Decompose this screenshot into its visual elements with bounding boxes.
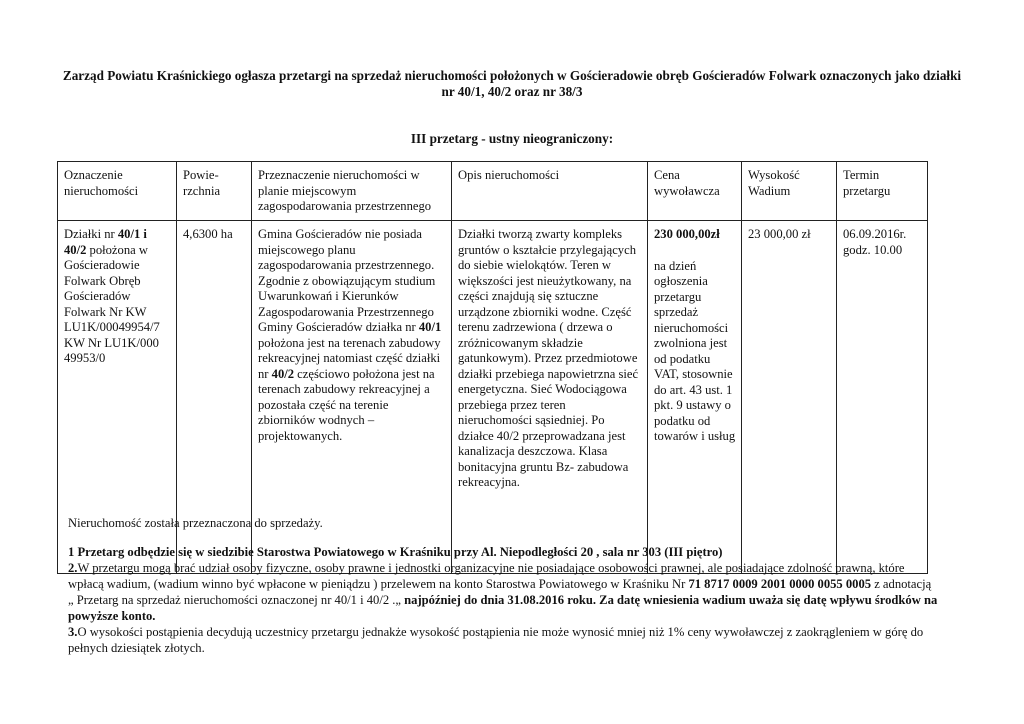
note-item-2-text: W przetargu mogą brać udział osoby fizyczne, osoby prawne i jednostki organizacyjne nie posiadające osobowości prawnej, ale posiadające zdolność prawną, które wpłacą wadium, (wadium winno być wpłacone w pieniądzu ) przelewem na konto Starostwa Powiatowego w Kraśniku Nr: [68, 561, 905, 591]
designation-prefix: Działki nr: [64, 227, 118, 241]
note-item-3: [68, 624, 938, 656]
notice-title: Zarząd Powiatu Kraśnickiego ogłasza przetargi na sprzedaż nieruchomości położonych w Gościeradowie obręb Gościeradów Folwark oznaczonych jako działki nr 40/1, 40/2 oraz nr 38/3: [62, 68, 962, 99]
notes-section: [68, 515, 938, 656]
price-value: 230 000,00zł: [654, 227, 720, 241]
note-item-3-text: O wysokości postąpienia decydują uczestnicy przetargu jednakże wysokość postąpienia nie może wynosić mniej niż 1% ceny wywoławczej z zaokrągleniem w górę do pełnych dziesiątek złotych.: [68, 625, 924, 655]
zoning-lot-40-2: 40/2: [271, 366, 295, 381]
zoning-text-3: częściowo położona jest na terenach zabudowy rekreacyjnej a pozostała część na terenie zbiorników wodnych – projektowanych.: [258, 366, 435, 443]
header-price: Cena wywoławcza: [648, 162, 742, 221]
note-item-3-number: 3.: [68, 625, 78, 639]
zoning-text-1: Gmina Gościeradów nie posiada miejscowego planu zagospodarowania przestrzennego. Zgodnie z obowiązującym studium Uwarunkowań i Kierunków Zagospodarowania Przestrzennego Gminy Gościeradów działka nr: [258, 227, 436, 334]
header-date: Termin przetargu: [837, 162, 928, 221]
table-header-row: [58, 162, 928, 221]
cell-date: 06.09.2016r. godz. 10.00: [837, 221, 928, 574]
header-area: Powie-rzchnia: [177, 162, 252, 221]
deposit-deadline: najpóźniej do dnia 31.08.2016 roku. Za datę wniesienia wadium uważa się datę wpływu środków na powyższe konto.: [68, 593, 938, 623]
header-description: Opis nieruchomości: [452, 162, 648, 221]
header-zoning: Przeznaczenie nieruchomości w planie miejscowym zagospodarowania przestrzennego: [252, 162, 452, 221]
zoning-lot-40-1: 40/1: [418, 320, 442, 334]
note-item-2: [68, 560, 938, 624]
bank-account-number: 71 8717 0009 2001 0000 0055 0005: [688, 577, 872, 591]
note-item-1: 1 Przetarg odbędzie się w siedzibie Starostwa Powiatowego w Kraśniku przy Al. Niepodległości 20 , sala nr 303 (III piętro): [68, 545, 723, 559]
designation-details: położona w Gościeradowie Folwark Obręb Gościeradów Folwark Nr KW LU1K/00049954/7 KW Nr LU1K/000 49953/0: [64, 242, 160, 365]
price-vat-note: na dzień ogłoszenia przetargu sprzedaż nieruchomości zwolniona jest od podatku VAT, stosownie do art. 43 ust. 1 pkt. 9 ustawy o podatku od towarów i usług: [654, 258, 736, 443]
designation-lots: 40/1 i 40/2: [64, 227, 147, 257]
zoning-text-2: położona jest na terenach zabudowy rekreacyjnej natomiast część działki nr: [258, 335, 441, 381]
header-designation: Oznaczenie nieruchomości: [58, 162, 177, 221]
tender-subtitle: III przetarg - ustny nieograniczony:: [410, 131, 614, 146]
header-deposit: Wysokość Wadium: [742, 162, 837, 221]
cell-area: 4,6300 ha: [177, 221, 252, 574]
note-item-2-number: 2.: [68, 561, 78, 575]
cell-deposit: 23 000,00 zł: [742, 221, 837, 574]
cell-description: Działki tworzą zwarty kompleks gruntów o kształcie przylegających do siebie wielokątów. Teren w większości jest nieużytkowany, na części znajdują się sztuczne urządzone zbiorniki wodne. Część terenu zadrzewiona ( drzewa o zróżnicowanym składzie gatunkowym). Przez przedmiotowe działki przebiega napowietrzna sieć energetyczna. Sieć Wodociągowa przebiega przez teren nieruchomości sąsiedniej. Po działce 40/2 przeprowadzana jest kanalizacja deszczowa. Klasa bonitacyjna gruntu Bz- zabudowa rekreacyjna.: [452, 221, 648, 574]
note-item-2-annotation: z adnotacją „ Przetarg na sprzedaż nieruchomości oznaczonej nr 40/1 i 40/2 .„: [68, 577, 932, 607]
note-allocated: Nieruchomość została przeznaczona do sprzedaży.: [68, 516, 323, 530]
property-table: [57, 161, 928, 574]
